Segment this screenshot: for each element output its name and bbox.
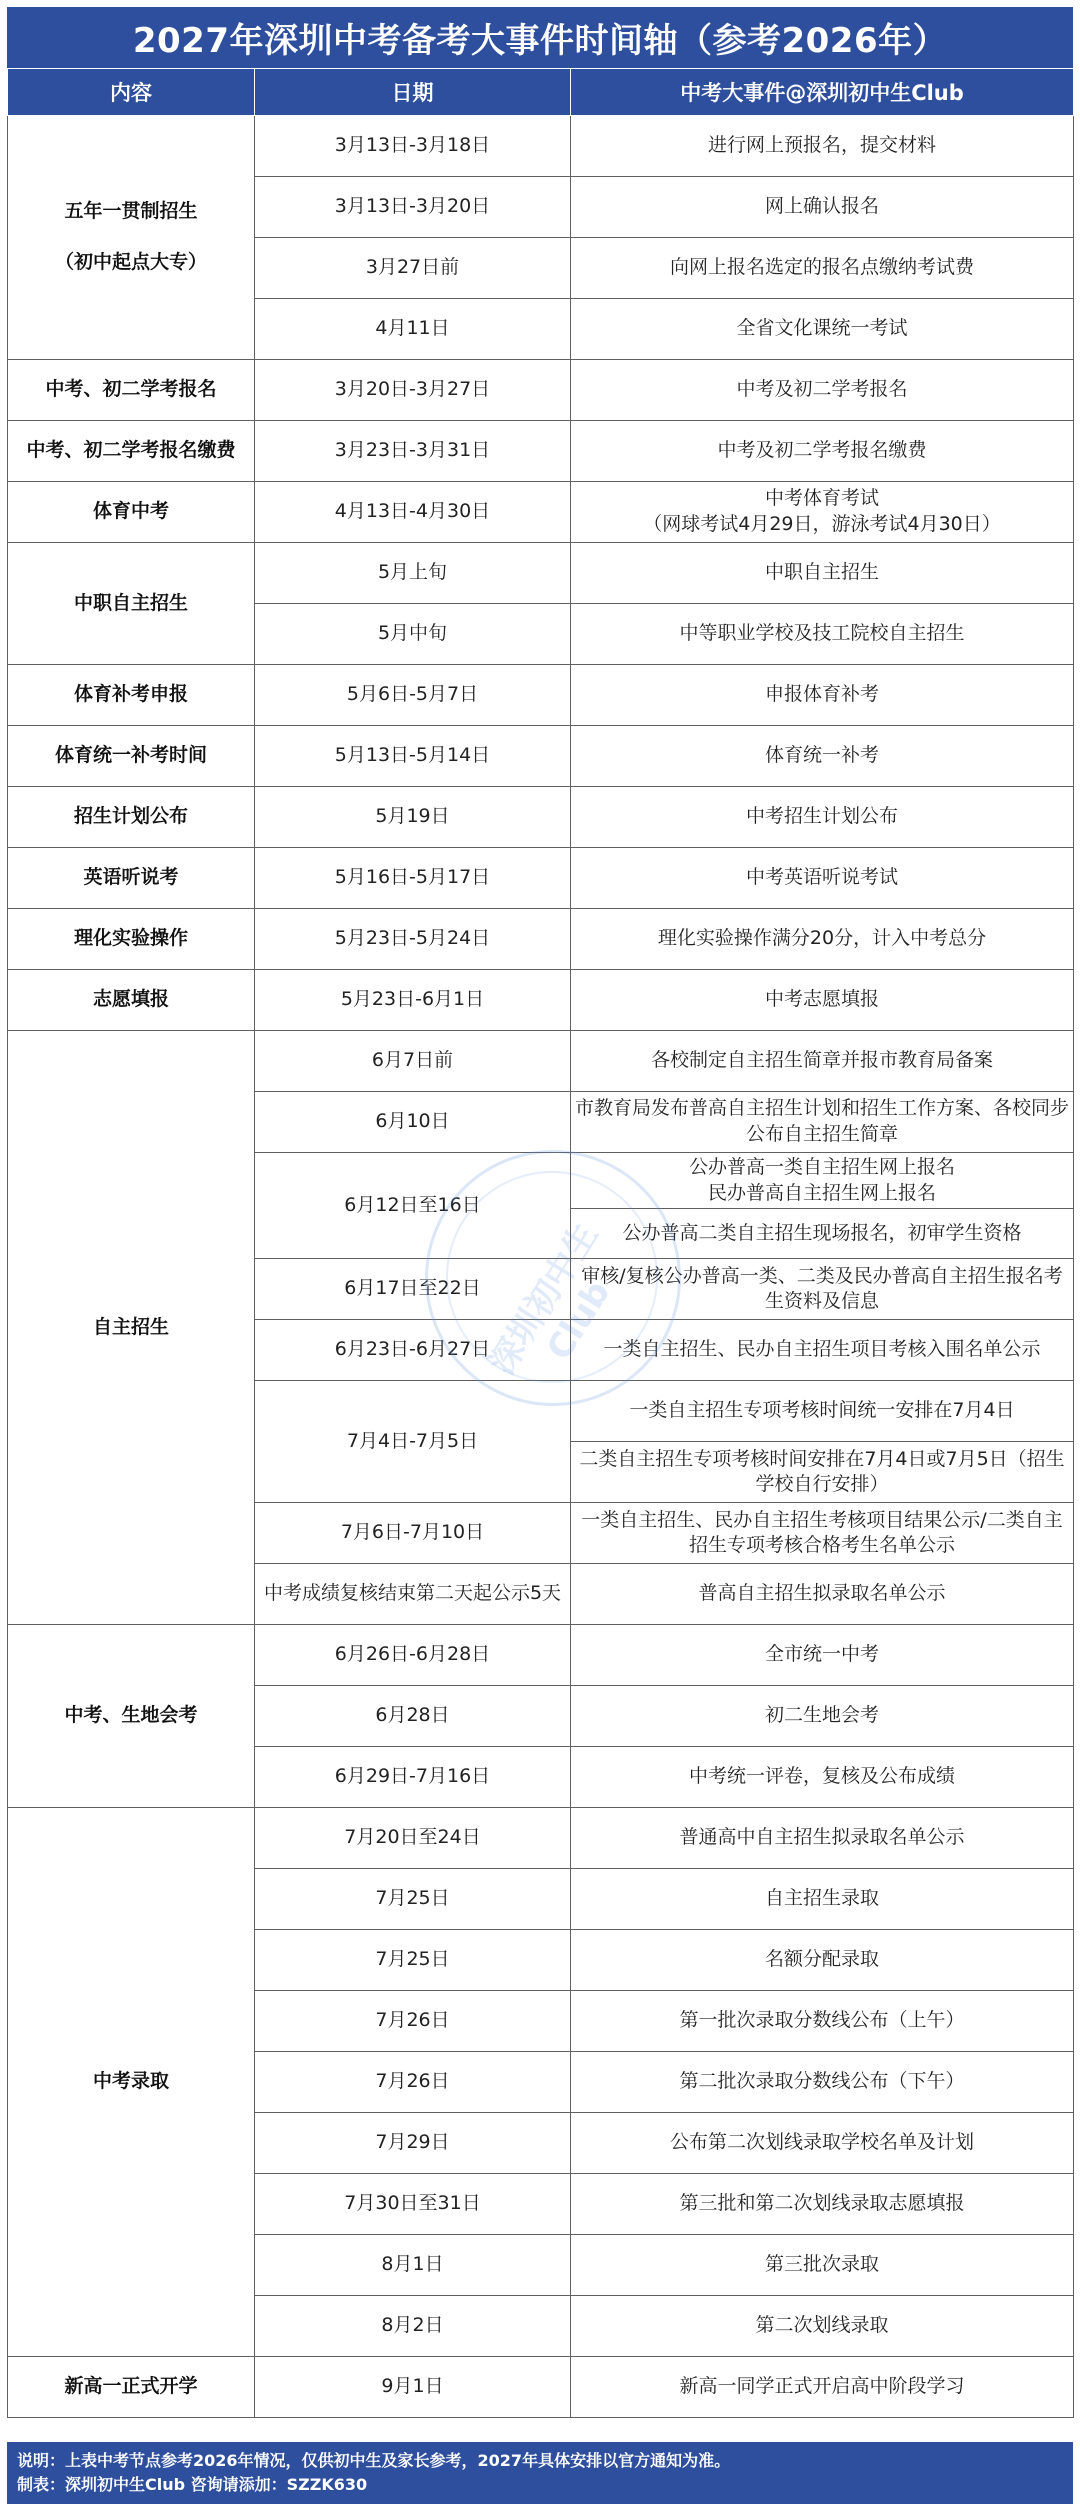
event-cell: 理化实验操作满分20分，计入中考总分	[571, 909, 1074, 970]
table-row	[8, 909, 1074, 970]
event-cell: 市教育局发布普高自主招生计划和招生工作方案、各校同步公布自主招生简章	[571, 1092, 1074, 1153]
event-cell: 一类自主招生、民办自主招生项目考核入围名单公示	[571, 1320, 1074, 1381]
event-cell: 公办普高二类自主招生现场报名，初审学生资格	[571, 1209, 1074, 1259]
date-cell: 8月1日	[255, 2235, 571, 2296]
event-cell: 中考英语听说考试	[571, 848, 1074, 909]
date-cell: 3月27日前	[255, 238, 571, 299]
date-cell: 6月12日至16日	[255, 1153, 571, 1259]
category-cell: 招生计划公布	[8, 787, 255, 848]
table-row	[8, 421, 1074, 482]
header-date: 日期	[255, 69, 571, 116]
event-cell: 公布第二次划线录取学校名单及计划	[571, 2113, 1074, 2174]
table-header-row	[8, 69, 1074, 116]
event-cell: 各校制定自主招生简章并报市教育局备案	[571, 1031, 1074, 1092]
table-row	[8, 1031, 1074, 1092]
date-cell: 3月20日-3月27日	[255, 360, 571, 421]
event-cell: 进行网上预报名，提交材料	[571, 116, 1074, 177]
date-cell: 9月1日	[255, 2357, 571, 2418]
event-cell: 自主招生录取	[571, 1869, 1074, 1930]
date-cell: 5月23日-5月24日	[255, 909, 571, 970]
table-row	[8, 360, 1074, 421]
header-content: 内容	[8, 69, 255, 116]
date-cell: 5月16日-5月17日	[255, 848, 571, 909]
date-cell: 6月29日-7月16日	[255, 1747, 571, 1808]
date-cell: 3月23日-3月31日	[255, 421, 571, 482]
table-row	[8, 543, 1074, 604]
event-cell: 网上确认报名	[571, 177, 1074, 238]
event-cell: 中职自主招生	[571, 543, 1074, 604]
date-cell: 8月2日	[255, 2296, 571, 2357]
date-cell: 中考成绩复核结束第二天起公示5天	[255, 1564, 571, 1625]
date-cell: 6月10日	[255, 1092, 571, 1153]
event-cell: 初二生地会考	[571, 1686, 1074, 1747]
event-cell: 申报体育补考	[571, 665, 1074, 726]
date-cell: 6月17日至22日	[255, 1259, 571, 1320]
timeline-table	[7, 68, 1074, 2418]
category-cell: 自主招生	[8, 1031, 255, 1625]
table-row	[8, 116, 1074, 177]
event-cell: 体育统一补考	[571, 726, 1074, 787]
table-body	[8, 116, 1074, 2418]
date-cell: 3月13日-3月18日	[255, 116, 571, 177]
date-cell: 7月26日	[255, 2052, 571, 2113]
event-cell: 中考招生计划公布	[571, 787, 1074, 848]
header-event: 中考大事件@深圳初中生Club	[571, 69, 1074, 116]
footer-note: 说明：上表中考节点参考2026年情况，仅供初中生及家长参考，2027年具体安排以官方通知为准。	[17, 2451, 731, 2470]
date-cell: 7月25日	[255, 1869, 571, 1930]
event-cell: 第三批和第二次划线录取志愿填报	[571, 2174, 1074, 2235]
date-cell: 7月26日	[255, 1991, 571, 2052]
date-cell: 6月23日-6月27日	[255, 1320, 571, 1381]
event-cell: 中考及初二学考报名缴费	[571, 421, 1074, 482]
event-cell: 中等职业学校及技工院校自主招生	[571, 604, 1074, 665]
category-cell: 五年一贯制招生 （初中起点大专）	[8, 116, 255, 360]
date-cell: 7月6日-7月10日	[255, 1503, 571, 1564]
event-cell: 一类自主招生、民办自主招生考核项目结果公示/二类自主招生专项考核合格考生名单公示	[571, 1503, 1074, 1564]
date-cell: 6月7日前	[255, 1031, 571, 1092]
date-cell: 7月25日	[255, 1930, 571, 1991]
date-cell: 5月13日-5月14日	[255, 726, 571, 787]
date-cell: 5月19日	[255, 787, 571, 848]
event-cell: 普高自主招生拟录取名单公示	[571, 1564, 1074, 1625]
category-cell: 新高一正式开学	[8, 2357, 255, 2418]
event-cell: 二类自主招生专项考核时间安排在7月4日或7月5日（招生学校自行安排）	[571, 1442, 1074, 1503]
category-cell: 中考录取	[8, 1808, 255, 2357]
event-cell: 中考及初二学考报名	[571, 360, 1074, 421]
event-cell: 第一批次录取分数线公布（上午）	[571, 1991, 1074, 2052]
event-cell: 中考统一评卷，复核及公布成绩	[571, 1747, 1074, 1808]
event-cell: 第二批次录取分数线公布（下午）	[571, 2052, 1074, 2113]
event-cell: 一类自主招生专项考核时间统一安排在7月4日	[571, 1381, 1074, 1442]
table-row	[8, 665, 1074, 726]
event-cell: 第三批次录取	[571, 2235, 1074, 2296]
event-cell: 中考体育考试 （网球考试4月29日，游泳考试4月30日）	[571, 482, 1074, 543]
category-cell: 中考、生地会考	[8, 1625, 255, 1808]
event-cell: 全市统一中考	[571, 1625, 1074, 1686]
event-cell: 名额分配录取	[571, 1930, 1074, 1991]
date-cell: 7月20日至24日	[255, 1808, 571, 1869]
date-cell: 7月30日至31日	[255, 2174, 571, 2235]
category-cell: 志愿填报	[8, 970, 255, 1031]
date-cell: 4月13日-4月30日	[255, 482, 571, 543]
table-row	[8, 787, 1074, 848]
date-cell: 7月29日	[255, 2113, 571, 2174]
date-cell: 7月4日-7月5日	[255, 1381, 571, 1503]
date-cell: 5月上旬	[255, 543, 571, 604]
category-cell: 体育中考	[8, 482, 255, 543]
event-cell: 第二次划线录取	[571, 2296, 1074, 2357]
event-cell: 审核/复核公办普高一类、二类及民办普高自主招生报名考生资料及信息	[571, 1259, 1074, 1320]
table-row	[8, 848, 1074, 909]
date-cell: 3月13日-3月20日	[255, 177, 571, 238]
date-cell: 4月11日	[255, 299, 571, 360]
date-cell: 5月23日-6月1日	[255, 970, 571, 1031]
category-cell: 中考、初二学考报名缴费	[8, 421, 255, 482]
footer	[7, 2442, 1073, 2504]
category-cell: 中职自主招生	[8, 543, 255, 665]
footer-maker: 制表：深圳初中生Club 咨询请添加：SZZK630	[17, 2475, 368, 2494]
table-row	[8, 482, 1074, 543]
event-cell: 全省文化课统一考试	[571, 299, 1074, 360]
category-cell: 中考、初二学考报名	[8, 360, 255, 421]
category-cell: 体育统一补考时间	[8, 726, 255, 787]
event-cell: 普通高中自主招生拟录取名单公示	[571, 1808, 1074, 1869]
table-row	[8, 2357, 1074, 2418]
watermark-text: 深圳初中生Club	[482, 1216, 619, 1382]
event-cell: 向网上报名选定的报名点缴纳考试费	[571, 238, 1074, 299]
event-cell: 公办普高一类自主招生网上报名 民办普高自主招生网上报名	[571, 1153, 1074, 1209]
date-cell: 5月中旬	[255, 604, 571, 665]
event-cell: 新高一同学正式开启高中阶段学习	[571, 2357, 1074, 2418]
category-cell: 英语听说考	[8, 848, 255, 909]
date-cell: 6月26日-6月28日	[255, 1625, 571, 1686]
table-row	[8, 1625, 1074, 1686]
category-cell: 理化实验操作	[8, 909, 255, 970]
event-cell: 中考志愿填报	[571, 970, 1074, 1031]
table-row	[8, 726, 1074, 787]
table-row	[8, 1808, 1074, 1869]
table-row	[8, 970, 1074, 1031]
date-cell: 6月28日	[255, 1686, 571, 1747]
category-cell: 体育补考申报	[8, 665, 255, 726]
page-title: 2027年深圳中考备考大事件时间轴（参考2026年）	[7, 7, 1073, 68]
date-cell: 5月6日-5月7日	[255, 665, 571, 726]
